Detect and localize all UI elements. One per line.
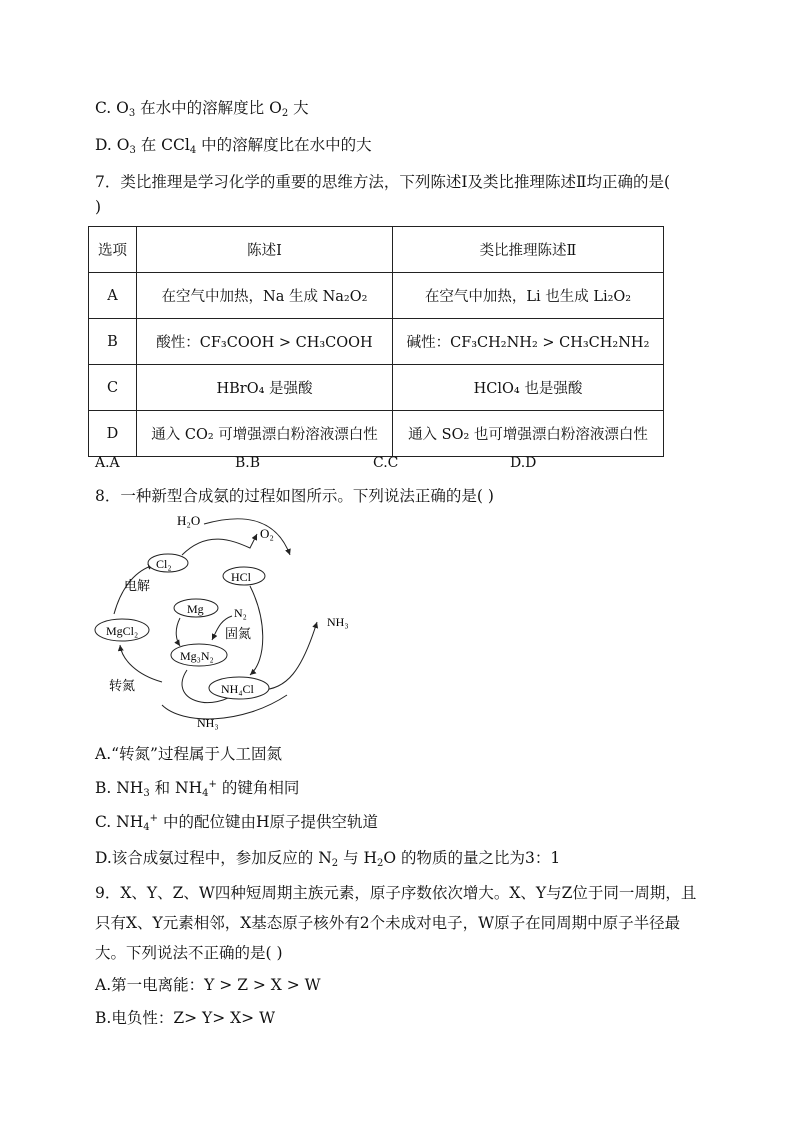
table-cell: 通入 CO₂ 可增强漂白粉溶液漂白性 (137, 411, 393, 457)
table-cell: 碱性：CF₃CH₂NH₂ > CH₃CH₂NH₂ (393, 319, 664, 365)
table-cell: A (89, 273, 137, 319)
nh4cl-label: NH₄Cl (221, 682, 254, 696)
table-cell: C (89, 365, 137, 411)
o2-label: O₂ (260, 526, 274, 541)
q9-option-a: A.第一电离能：Y > Z > X > W (95, 976, 321, 994)
table-cell: HBrO₄ 是强酸 (137, 365, 393, 411)
q8-option-a: A.“转氮”过程属于人工固氮 (95, 745, 282, 763)
q8-option-c: C. $NH_4^+$ 中的配位键由H原子提供空轨道 (95, 813, 378, 833)
table-row (89, 411, 664, 457)
hcl-label: HCl (231, 570, 252, 584)
ammonia-synthesis-diagram (92, 510, 372, 732)
nh3-bottom-label: NH₃ (197, 716, 219, 730)
table-cell: 通入 SO₂ 也可增强漂白粉溶液漂白性 (393, 411, 664, 457)
q7-table (88, 226, 664, 457)
table-row (89, 365, 664, 411)
q7-option-a[interactable]: A.A (95, 455, 120, 471)
transfer-label: 转氮 (109, 678, 136, 693)
table-row (89, 273, 664, 319)
table-header: 类比推理陈述Ⅱ (393, 227, 664, 273)
table-cell: 在空气中加热，Li 也生成 Li₂O₂ (393, 273, 664, 319)
cl2-label: Cl₂ (156, 557, 172, 571)
q8-stem: 8．一种新型合成氨的过程如图所示。下列说法正确的是( ) (95, 487, 494, 505)
table-row (89, 319, 664, 365)
table-cell: 酸性：CF₃COOH > CH₃COOH (137, 319, 393, 365)
table-header: 选项 (89, 227, 137, 273)
q9-stem: 9．X、Y、Z、W四种短周期主族元素，原子序数依次增大。X、Y与Z位于同一周期，且只有X、Y元素相邻，X基态原子核外有2个未成对电子，W原子在同周期中原子半径最大。下列说法不正确的是( ) (95, 884, 697, 962)
q6-option-d: D. $O_3$ 在 CCl$_4$ 中的溶解度比在水中的大 (95, 136, 372, 156)
n2-label: N₂ (234, 606, 247, 620)
table-header-row (89, 227, 664, 273)
mg-label: Mg (187, 602, 204, 616)
q9-option-b: B.电负性：Z> Y> X> W (95, 1009, 276, 1027)
q8-option-d: D.该合成氨过程中，参加反应的 $N_2$ 与 $H_2O$ 的物质的量之比为3：1 (95, 849, 561, 869)
table-cell: 在空气中加热，Na 生成 Na₂O₂ (137, 273, 393, 319)
q7-stem: 7．类比推理是学习化学的重要的思维方法，下列陈述Ⅰ及类比推理陈述Ⅱ均正确的是( (95, 173, 671, 191)
fixation-label: 固氮 (225, 626, 252, 641)
nh3-right-label: NH₃ (327, 615, 349, 629)
electrolysis-label: 电解 (124, 578, 151, 593)
q6-option-c: C. $O_3$ 在水中的溶解度比 $O_2$ 大 (95, 99, 309, 119)
table-cell: HClO₄ 也是强酸 (393, 365, 664, 411)
mg3n2-label: Mg₃N₂ (180, 649, 214, 663)
q7-stem-close: ) (95, 198, 102, 216)
q7-option-b[interactable]: B.B (235, 455, 261, 471)
h2o-label: H₂O (177, 513, 201, 528)
mgcl2-label: MgCl₂ (106, 624, 139, 638)
table-header: 陈述Ⅰ (137, 227, 393, 273)
table-cell: B (89, 319, 137, 365)
q7-option-d[interactable]: D.D (510, 455, 537, 471)
q8-option-b: B. $NH_3$ 和 $NH_4^+$ 的键角相同 (95, 779, 300, 799)
table-cell: D (89, 411, 137, 457)
q7-option-c[interactable]: C.C (373, 455, 399, 471)
